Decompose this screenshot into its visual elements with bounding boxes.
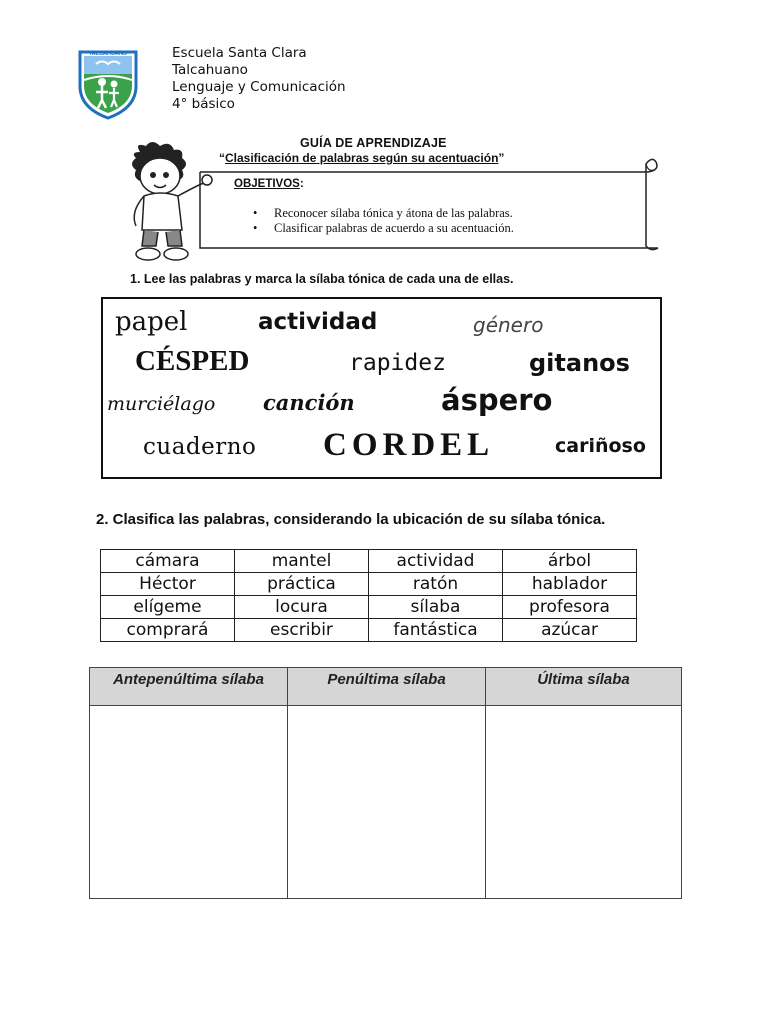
grid-cell: azúcar xyxy=(503,619,637,642)
child-illustration xyxy=(116,142,216,264)
logo-text: TALCAHUANO xyxy=(88,51,128,57)
grid-cell: locura xyxy=(235,596,369,619)
column-header-antepenultima: Antepenúltima sílaba xyxy=(90,668,288,706)
school-logo xyxy=(76,46,140,120)
objectives-title: OBJETIVOS: xyxy=(234,178,304,190)
grid-cell: hablador xyxy=(503,573,637,596)
grid-row xyxy=(101,573,637,596)
answer-cell-penultima[interactable] xyxy=(288,706,486,899)
word-cesped: CÉSPED xyxy=(135,345,250,377)
school-name: Escuela Santa Clara xyxy=(172,45,307,61)
column-header-ultima: Última sílaba xyxy=(486,668,682,706)
guide-subtitle: “Clasificación de palabras según su acentuación” xyxy=(219,151,505,165)
grid-cell: Héctor xyxy=(101,573,235,596)
grid-cell: sílaba xyxy=(369,596,503,619)
grid-cell: actividad xyxy=(369,550,503,573)
section2-heading: 2. Clasifica las palabras, considerando la ubicación de su sílaba tónica. xyxy=(96,511,606,528)
section1-heading: 1. Lee las palabras y marca la sílaba tónica de cada una de ellas. xyxy=(130,272,514,286)
grid-cell: comprará xyxy=(101,619,235,642)
word-cancion: canción xyxy=(263,390,355,415)
word-genero: género xyxy=(473,313,544,337)
grid-row xyxy=(101,596,637,619)
grid-cell: cámara xyxy=(101,550,235,573)
word-actividad: actividad xyxy=(258,309,378,335)
word-box xyxy=(101,297,662,479)
answer-cell-antepenultima[interactable] xyxy=(90,706,288,899)
classification-table xyxy=(89,667,682,899)
word-cuaderno: cuaderno xyxy=(143,434,257,460)
grid-cell: elígeme xyxy=(101,596,235,619)
grade-level: 4° básico xyxy=(172,96,235,112)
guide-title: GUÍA DE APRENDIZAJE xyxy=(300,136,447,150)
school-city: Talcahuano xyxy=(172,62,248,78)
grid-cell: profesora xyxy=(503,596,637,619)
word-aspero: áspero xyxy=(441,383,553,417)
grid-row xyxy=(101,550,637,573)
word-rapidez: rapidez xyxy=(349,350,446,376)
grid-cell: árbol xyxy=(503,550,637,573)
answer-cell-ultima[interactable] xyxy=(486,706,682,899)
column-header-penultima: Penúltima sílaba xyxy=(288,668,486,706)
word-gitanos: gitanos xyxy=(529,349,630,377)
grid-cell: escribir xyxy=(235,619,369,642)
word-carinoso: cariñoso xyxy=(555,435,646,457)
subject-name: Lenguaje y Comunicación xyxy=(172,79,346,95)
word-grid xyxy=(100,549,637,642)
grid-cell: mantel xyxy=(235,550,369,573)
grid-cell: fantástica xyxy=(369,619,503,642)
word-papel: papel xyxy=(115,307,188,337)
grid-cell: ratón xyxy=(369,573,503,596)
word-cordel: CORDEL xyxy=(323,427,495,463)
word-murcielago: murciélago xyxy=(107,393,216,415)
grid-row xyxy=(101,619,637,642)
grid-cell: práctica xyxy=(235,573,369,596)
